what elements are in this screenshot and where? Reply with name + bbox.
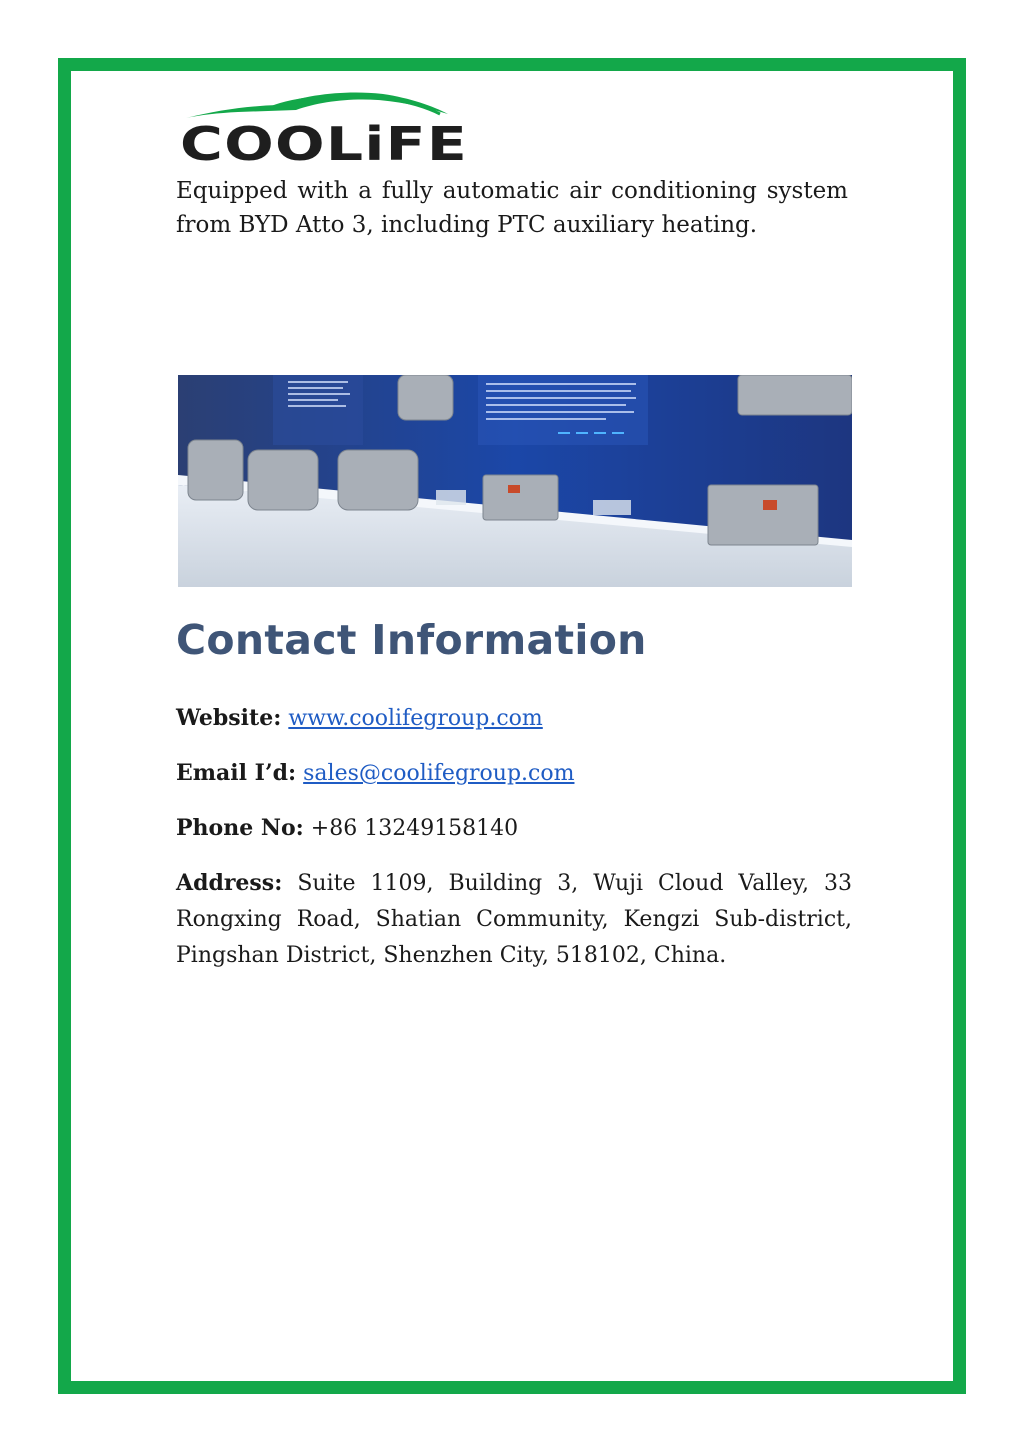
phone-label: Phone No:	[176, 815, 304, 841]
website-label: Website:	[176, 705, 282, 731]
website-link[interactable]: www.coolifegroup.com	[288, 706, 543, 731]
contact-heading: Contact Information	[176, 616, 647, 664]
email-row	[176, 755, 852, 792]
phone-value: +86 13249158140	[310, 816, 519, 841]
address-label: Address:	[176, 870, 283, 896]
car-roof-swoosh	[186, 92, 448, 118]
coolife-logo	[178, 88, 470, 168]
email-label: Email I’d:	[176, 760, 297, 786]
website-row	[176, 700, 852, 737]
intro-paragraph: Equipped with a fully automatic air conditioning system from BYD Atto 3, including PTC auxiliary heating.	[176, 178, 848, 238]
product-showcase-photo	[178, 375, 852, 587]
address-row	[176, 865, 852, 974]
address-value: Suite 1109, Building 3, Wuji Cloud Valley, 33 Rongxing Road, Shatian Community, Kengzi Sub-district, Pingshan District, Shenzhen City, 518102, China.	[176, 871, 852, 968]
logo-wordmark: COOLiFE	[180, 117, 468, 168]
phone-row	[176, 810, 852, 847]
email-link[interactable]: sales@coolifegroup.com	[303, 761, 575, 786]
